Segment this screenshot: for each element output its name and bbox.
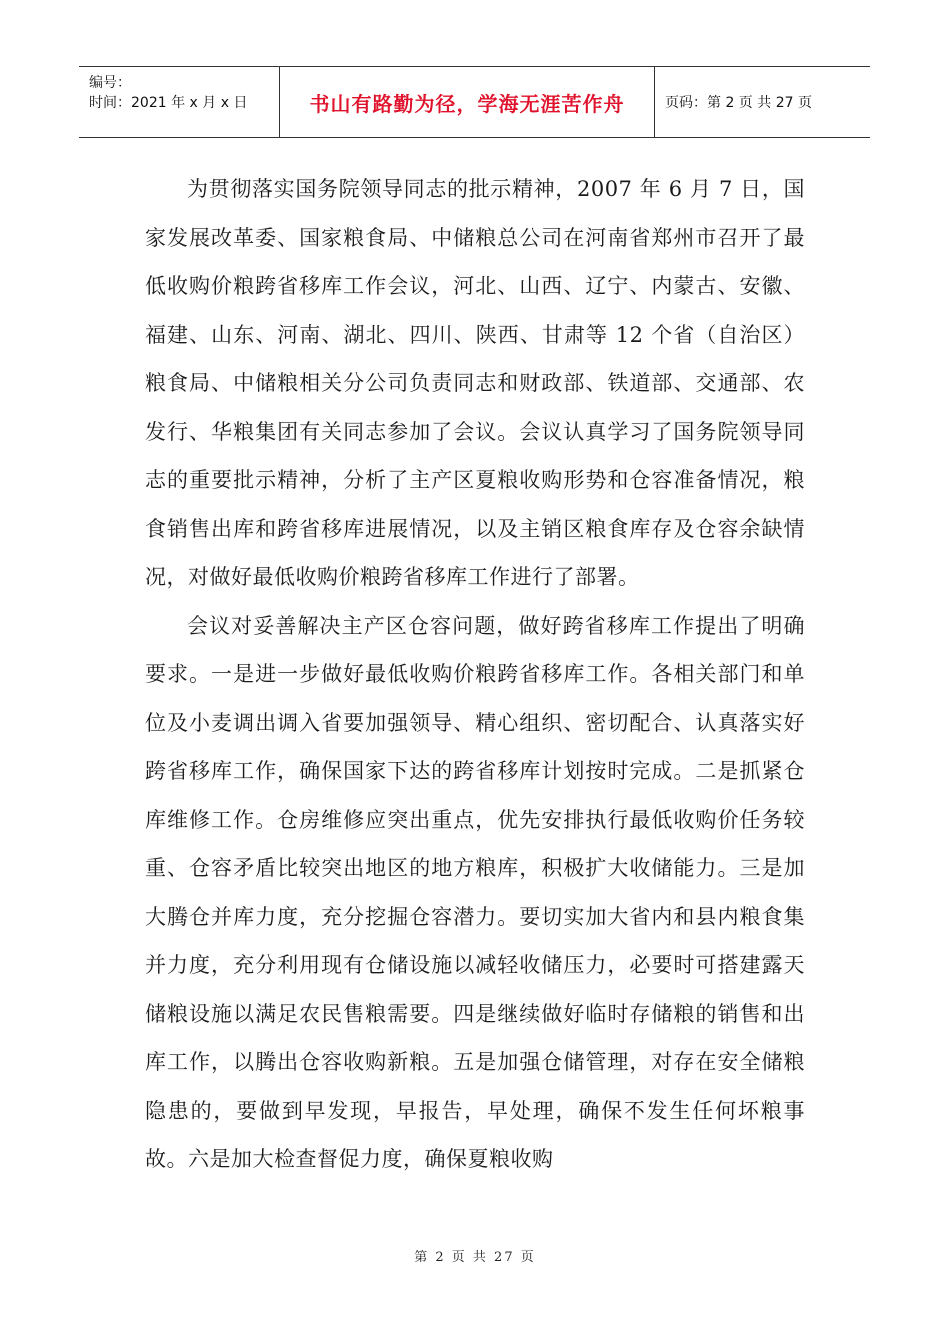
- motto-text: 书山有路勤为径，学海无涯苦作舟: [309, 91, 625, 116]
- header-motto: [280, 67, 655, 137]
- page-info-text: 页码：第 2 页 共 27 页: [665, 95, 812, 111]
- time-label: 时间：2021 年 x 月 x 日: [89, 95, 248, 111]
- page-footer: [0, 1246, 950, 1265]
- paragraph-1: 为贯彻落实国务院领导同志的批示精神，2007 年 6 月 7 日，国家发展改革委、国家粮食局、中储粮总公司在河南省郑州市召开了最低收购价粮跨省移库工作会议，河北、山西、辽宁、内蒙古、安徽、福建、山东、河南、湖北、四川、陕西、甘肃等 12 个省（自治区）粮食局、中储粮相关分公司负责同志和财政部、铁道部、交通部、农发行、华粮集团有关同志参加了会议。会议认真学习了国务院领导同志的重要批示精神，分析了主产区夏粮收购形势和仓容准备情况，粮食销售出库和跨省移库进展情况，以及主销区粮食库存及仓容余缺情况，对做好最低收购价粮跨省移库工作进行了部署。: [145, 177, 805, 589]
- document-body: [145, 165, 805, 1184]
- paragraph-2: 会议对妥善解决主产区仓容问题，做好跨省移库工作提出了明确要求。一是进一步做好最低收购价粮跨省移库工作。各相关部门和单位及小麦调出调入省要加强领导、精心组织、密切配合、认真落实好跨省移库工作，确保国家下达的跨省移库计划按时完成。二是抓紧仓库维修工作。仓房维修应突出重点，优先安排执行最低收购价任务较重、仓容矛盾比较突出地区的地方粮库，积极扩大收储能力。三是加大腾仓并库力度，充分挖掘仓容潜力。要切实加大省内和县内粮食集并力度，充分利用现有仓储设施以减轻收储压力，必要时可搭建露天储粮设施以满足农民售粮需要。四是继续做好临时存储粮的销售和出库工作，以腾出仓容收购新粮。五是加强仓储管理，对存在安全储粮隐患的，要做到早发现，早报告，早处理，确保不发生任何坏粮事故。六是加大检查督促力度，确保夏粮收购: [145, 613, 805, 1171]
- footer-page-number: 第 2 页 共 27 页: [414, 1250, 536, 1265]
- number-label: 编号：: [89, 75, 131, 91]
- header-meta: [79, 67, 280, 137]
- page-header: [79, 66, 870, 138]
- header-page-info: [655, 67, 870, 137]
